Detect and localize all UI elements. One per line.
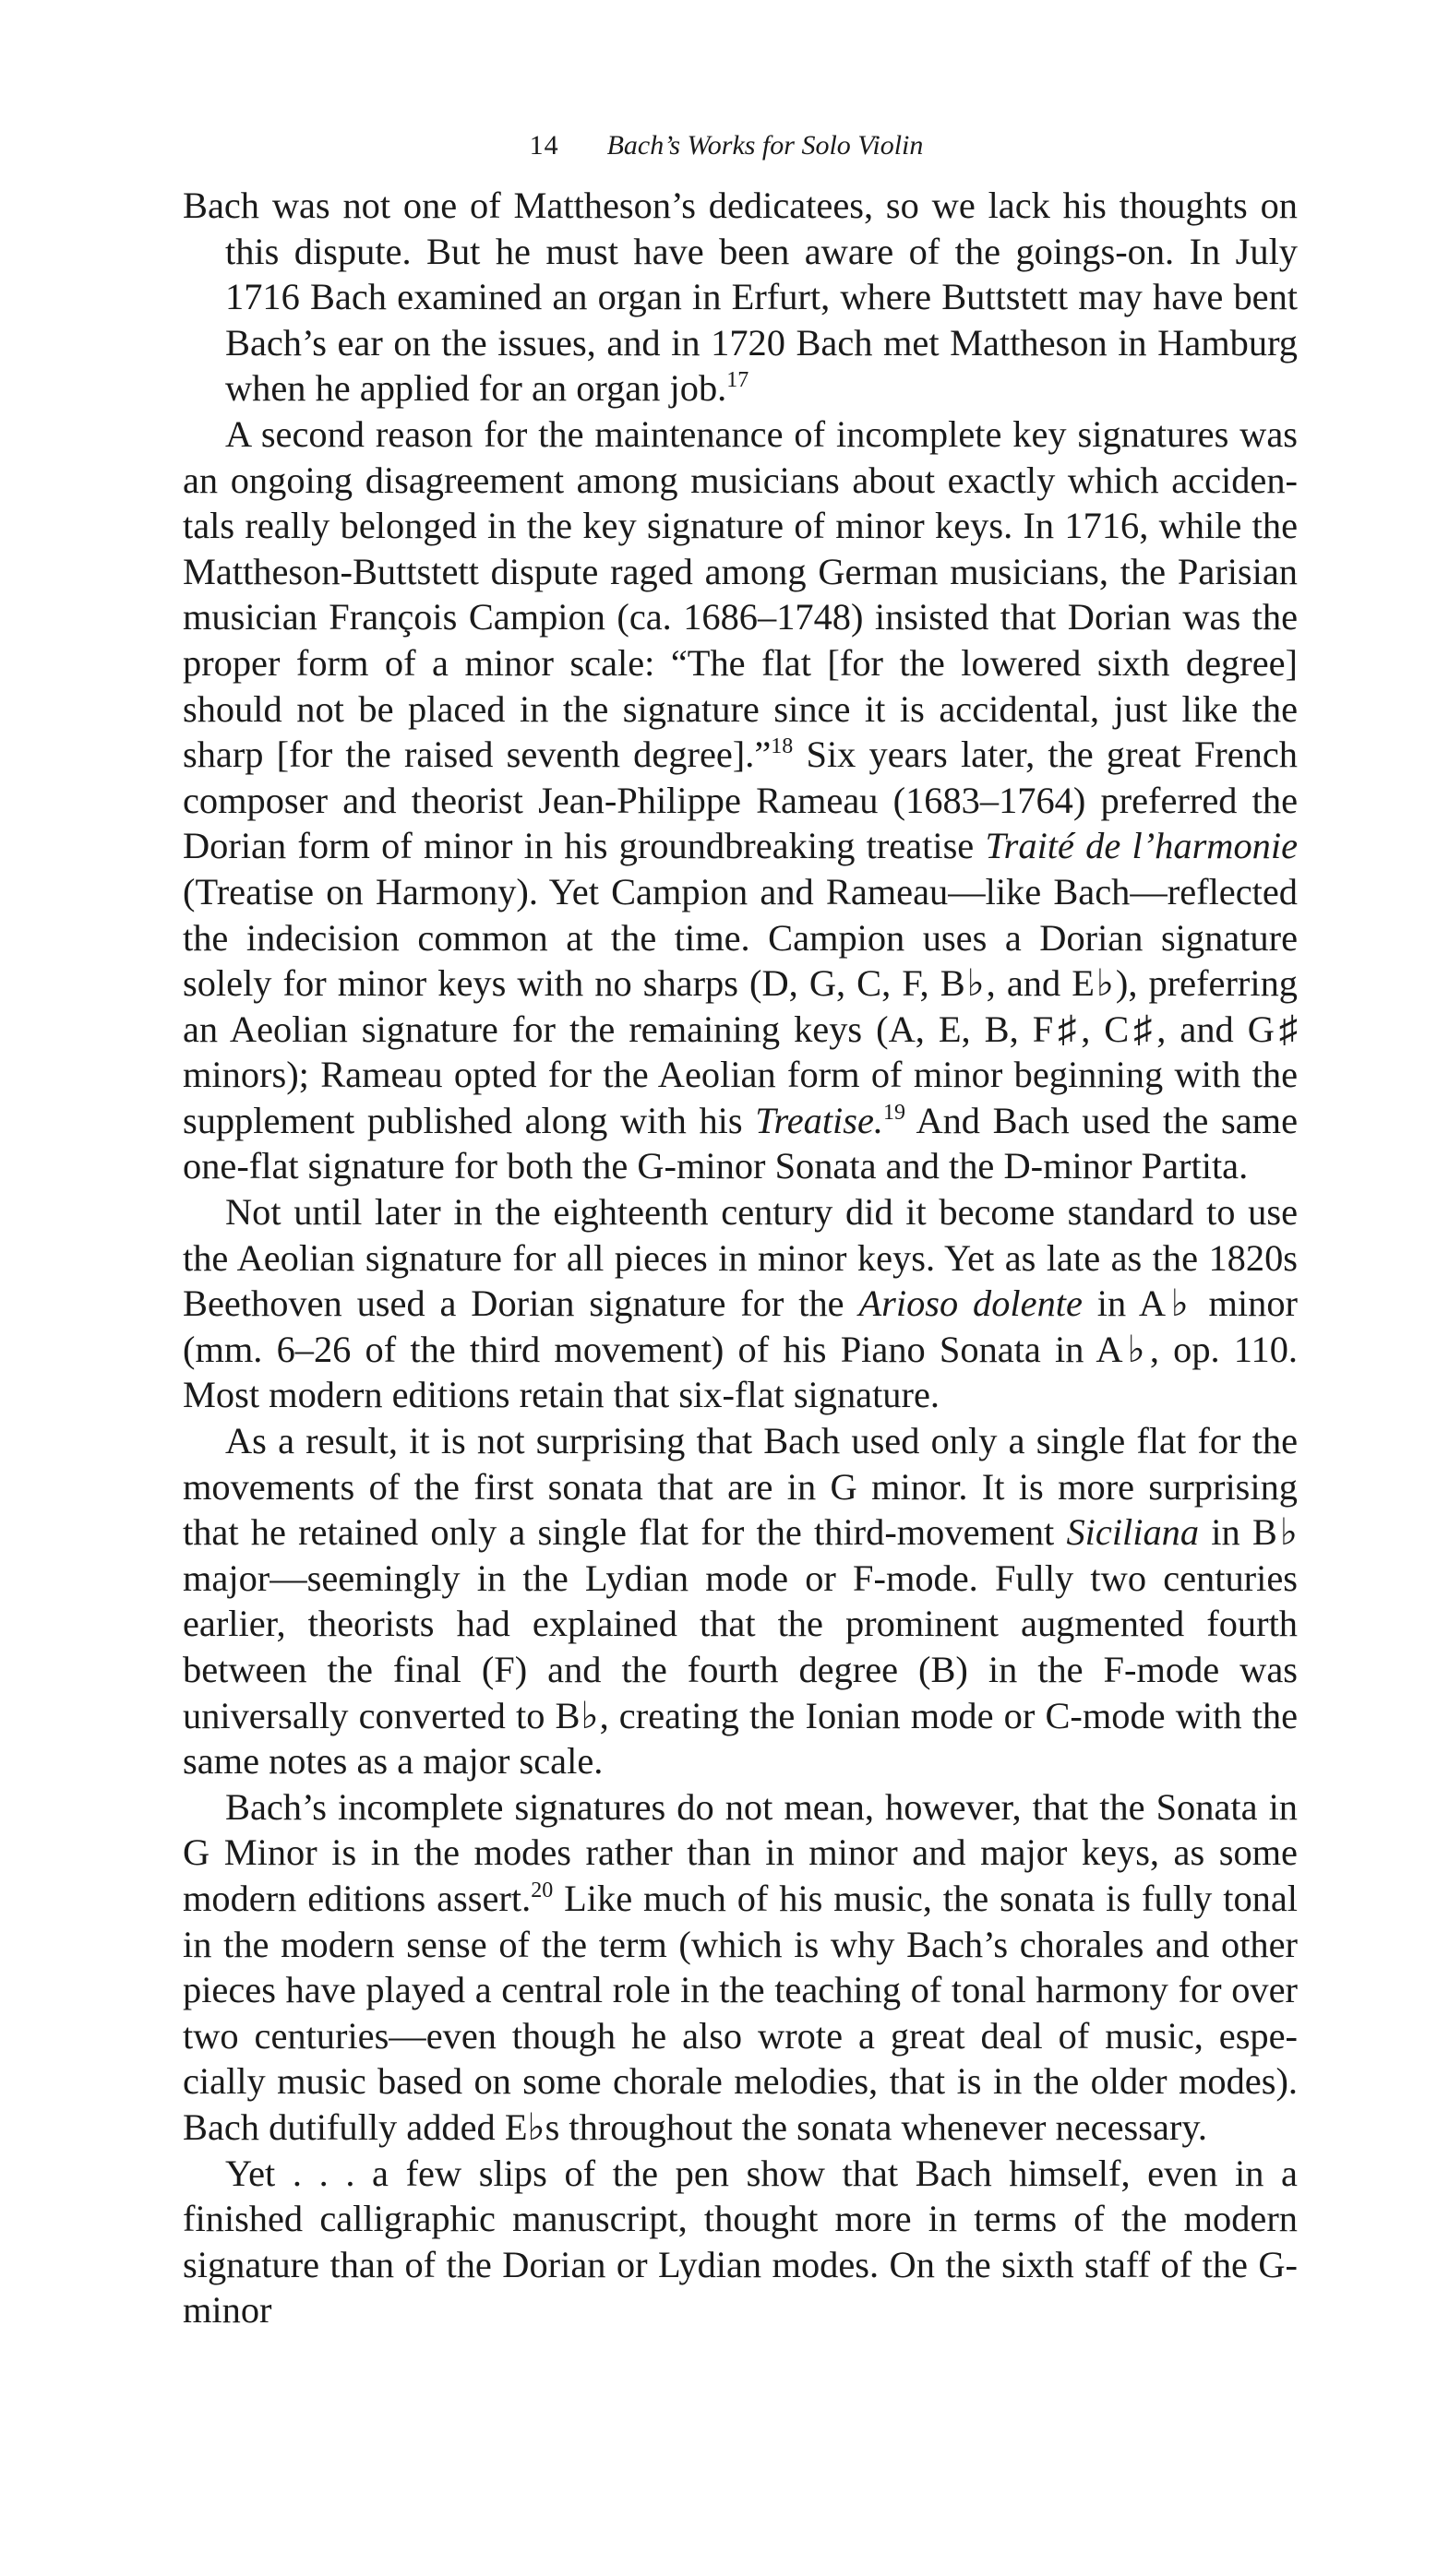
- text-run: Not until later in the eighteenth century did it become standard to use the Aeolian signature for all pieces in minor keys. Yet as late as the 1820s Beethoven used a Dorian signature for the: [183, 1191, 1298, 1325]
- text-run: Six years later, the great French composer and theorist Jean-Philippe Rameau (1683–1764) preferred the Dorian form of minor in his groundbreaking treatise: [183, 733, 1299, 867]
- paragraph: [183, 1189, 1298, 1418]
- paragraph: [183, 2151, 1298, 2333]
- italic-title: Siciliana: [1066, 1511, 1200, 1554]
- paragraph: [183, 1418, 1298, 1784]
- text-run: Bach’s incomplete signatures do not mean, however, that the Sonata in G Minor is in the modes rather than in minor and major keys, as some modern editions assert.: [183, 1785, 1298, 1919]
- text-run: Like much of his music, the sonata is fully tonal in the modern sense of the term (which is why Bach’s chorales and other pieces have played a central role in the teaching of tonal harmony for over two centuries—even though he also wrote a great deal of music, especially music based on some chorale melodies, that is in the older modes). Bach dutifully added E♭s throughout the sonata whenever necessary.: [183, 1877, 1298, 2148]
- paragraph: [183, 411, 1298, 1189]
- text-run: in B♭ major—seemingly in the Lydian mode or F-mode. Fully two centuries earlier, theorists had explained that the prominent augmented fourth between the final (F) and the fourth degree (B) in the F-mode was universally converted to B♭, creating the Ionian mode or C-mode with the same notes as a major scale.: [183, 1511, 1298, 1783]
- paragraph-text: [183, 185, 1298, 409]
- text-run: Bach was not one of Mattheson’s dedicatees, so we lack his thoughts on this dispute. But he must have been aware of the goings-on. In July 1716 Bach examined an organ in Erfurt, where Buttstett may have bent Bach’s ear on the issues, and in 1720 Bach met Mattheson in Hamburg when he applied for an organ job.: [183, 185, 1298, 410]
- italic-title: Treatise.: [755, 1099, 884, 1141]
- footnote-reference: 19: [883, 1100, 906, 1125]
- text-run: As a result, it is not surprising that Bach used only a single flat for the movements of the first sonata that are in G minor. It is more surprising that he retained only a single flat for the third-movement: [183, 1420, 1298, 1554]
- footnote-reference: 18: [771, 734, 794, 759]
- paragraph: [183, 1784, 1298, 2151]
- italic-title: Arioso dolente: [858, 1282, 1083, 1325]
- running-head-title: Bach’s Works for Solo Violin: [606, 130, 924, 161]
- italic-title: Traité de l’harmonie: [985, 825, 1299, 867]
- paragraph: [183, 183, 1298, 411]
- running-head: [155, 127, 1298, 183]
- text-run: Yet . . . a few slips of the pen show that Bach himself, even in a finished calligraphic manuscript, thought more in terms of the modern signature than of the Dorian or Lydian modes. On the sixth staff of the G-minor: [183, 2152, 1298, 2332]
- footnote-reference: 20: [531, 1878, 554, 1902]
- text-run: in A♭ minor (mm. 6–26 of the third movement) of his Piano Sonata in A♭, op. 110. Most modern editions retain that six-flat signature.: [183, 1282, 1298, 1416]
- book-page: [183, 127, 1298, 2333]
- text-run: And Bach used the same one-flat signature for both the G-minor Sonata and the D-minor Partita.: [183, 1099, 1298, 1187]
- text-run: A second reason for the maintenance of incomplete key signatures was an ongoing disagreement among musicians about exactly which accidentals really belonged in the key signature of minor keys. In 1716, while the Mattheson-Buttstett dispute raged among German musicians, the Parisian musician François Campion (ca. 1686–1748) insisted that Dorian was the proper form of a minor scale: “The flat [for the lowered sixth degree] should not be placed in the signature since it is accidental, just like the sharp [for the raised seventh degree].”: [183, 412, 1298, 776]
- footnote-reference: 17: [726, 368, 749, 393]
- body-text: [183, 183, 1298, 2333]
- page-number: 14: [529, 130, 559, 161]
- text-run: (Treatise on Harmony). Yet Campion and Rameau—like Bach—reflected the indecision common at the time. Campion uses a Dorian signature solely for minor keys with no sharps (D, G, C, F, B♭, and E♭), preferring an Aeolian signature for the remaining keys (A, E, B, F♯, C♯, and G♯ minors); Rameau opted for the Aeolian form of minor beginning with the supplement published along with his: [183, 870, 1298, 1141]
